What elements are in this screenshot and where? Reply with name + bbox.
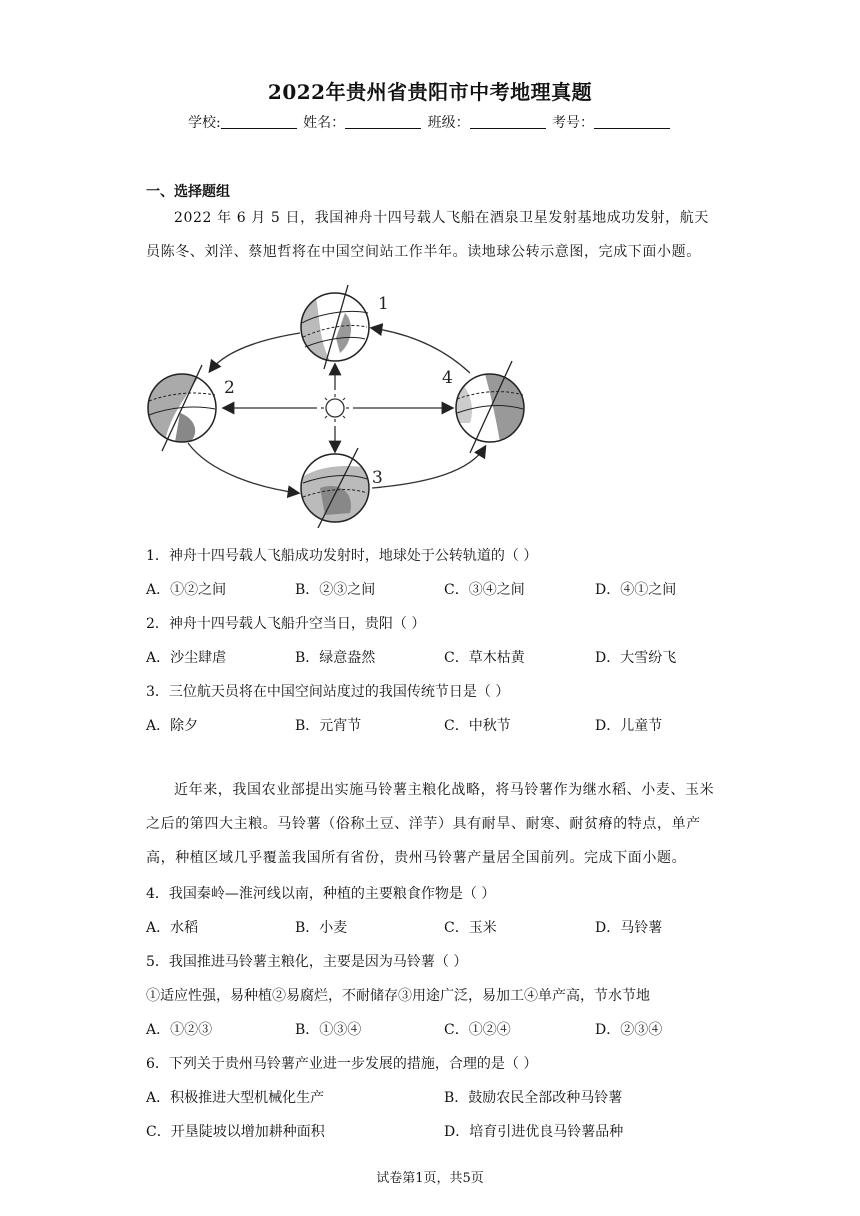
q5-option-c[interactable]: C．①②④	[444, 1022, 511, 1038]
question-2-stem: 2．神舟十四号载人飞船升空当日，贵阳（ ）	[146, 616, 426, 632]
position-label-3: 3	[372, 468, 383, 488]
q4-option-b[interactable]: B．小麦	[295, 920, 348, 936]
q4-option-c[interactable]: C．玉米	[444, 920, 497, 936]
q6-option-c[interactable]: C．开垦陡坡以增加耕种面积	[146, 1124, 325, 1140]
position-label-4: 4	[442, 368, 453, 388]
sun-icon	[321, 394, 349, 422]
globe-position-2	[148, 365, 235, 451]
number-blank	[594, 114, 670, 129]
q2-option-d[interactable]: D．大雪纷飞	[595, 650, 677, 666]
q2-option-a[interactable]: A．沙尘肆虐	[146, 650, 227, 666]
name-blank	[345, 114, 421, 129]
q6-option-a[interactable]: A．积极推进大型机械化生产	[146, 1090, 325, 1106]
name-label: 姓名：	[303, 115, 346, 131]
q1-option-d[interactable]: D．④①之间	[595, 582, 677, 598]
question-6-stem: 6．下列关于贵州马铃薯产业进一步发展的措施，合理的是（ ）	[146, 1056, 538, 1072]
class-label: 班级：	[427, 115, 470, 131]
q3-option-b[interactable]: B．元宵节	[295, 718, 362, 734]
q1-option-a[interactable]: A．①②之间	[146, 582, 227, 598]
globe-position-3	[301, 448, 383, 528]
q2-option-c[interactable]: C．草木枯黄	[444, 650, 525, 666]
question-1-stem: 1．神舟十四号载人飞船成功发射时，地球处于公转轨道的（ ）	[146, 548, 538, 564]
q6-option-d[interactable]: D．培育引进优良马铃薯品种	[444, 1124, 624, 1140]
question-5-stem: 5．我国推进马铃薯主粮化，主要是因为马铃薯（ ）	[146, 954, 468, 970]
class-blank	[470, 114, 546, 129]
number-label: 考号：	[552, 115, 595, 131]
page-title: 2022年贵州省贵阳市中考地理真题	[267, 80, 593, 104]
intro-paragraph-2: 近年来，我国农业部提出实施马铃薯主粮化战略，将马铃薯作为继水稻、小麦、玉米之后的第四大主粮。马铃薯（俗称土豆、洋芋）具有耐旱、耐寒、耐贫瘠的特点，单产高，种植区域几乎覆盖我国所有省份，贵州马铃薯产量居全国前列。完成下面小题。	[146, 782, 715, 866]
school-blank	[221, 114, 297, 129]
student-info-line	[0, 112, 860, 132]
q5-option-b[interactable]: B．①③④	[295, 1022, 362, 1038]
globe-position-1	[301, 285, 389, 369]
school-label: 学校:	[187, 115, 221, 131]
position-label-2: 2	[224, 378, 235, 398]
q3-option-a[interactable]: A．除夕	[146, 718, 199, 734]
page-footer: 试卷第1页，共5页	[376, 1171, 484, 1186]
q1-option-c[interactable]: C．③④之间	[444, 582, 525, 598]
q1-option-b[interactable]: B．②③之间	[295, 582, 376, 598]
q4-option-a[interactable]: A．水稻	[146, 920, 199, 936]
question-4-stem: 4．我国秦岭—淮河线以南，种植的主要粮食作物是（ ）	[146, 886, 496, 902]
earth-revolution-diagram	[140, 283, 540, 528]
q3-option-c[interactable]: C．中秋节	[444, 718, 511, 734]
q2-option-b[interactable]: B．绿意盎然	[295, 650, 376, 666]
q4-option-d[interactable]: D．马铃薯	[595, 920, 663, 936]
q5-option-d[interactable]: D．②③④	[595, 1022, 663, 1038]
position-label-1: 1	[378, 294, 389, 314]
q5-option-a[interactable]: A．①②③	[146, 1022, 213, 1038]
q3-option-d[interactable]: D．儿童节	[595, 718, 663, 734]
section-heading: 一、选择题组	[146, 184, 230, 200]
question-5-statements: ①适应性强，易种植②易腐烂，不耐储存③用途广泛，易加工④单产高，节水节地	[146, 988, 650, 1004]
question-3-stem: 3．三位航天员将在中国空间站度过的我国传统节日是（ ）	[146, 684, 510, 700]
q6-option-b[interactable]: B．鼓励农民全部改种马铃薯	[444, 1090, 623, 1106]
intro-paragraph-1: 2022 年 6 月 5 日，我国神舟十四号载人飞船在酒泉卫星发射基地成功发射，航天员陈冬、刘洋、蔡旭哲将在中国空间站工作半年。读地球公转示意图，完成下面小题。	[146, 210, 709, 260]
globe-position-4	[442, 361, 524, 453]
